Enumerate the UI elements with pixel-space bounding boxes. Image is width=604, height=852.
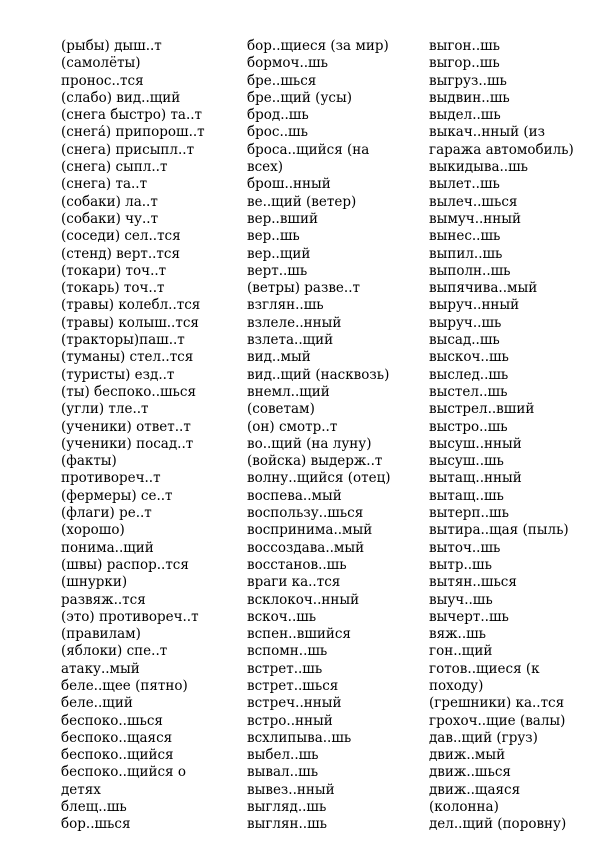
word-list-line: беле..щий bbox=[61, 695, 133, 712]
word-list-line: вымуч..нный bbox=[429, 210, 522, 227]
word-list-line: движ..щаяся bbox=[429, 781, 521, 798]
word-list-line: ве..щий (ветер) bbox=[247, 193, 357, 210]
word-list-line: вылет..шь bbox=[429, 176, 500, 193]
word-list-line: (снега) та..т bbox=[61, 176, 148, 193]
word-list-line: (самолёты) bbox=[61, 55, 141, 72]
word-list-line: верт..шь bbox=[247, 262, 308, 279]
word-list-column-3 bbox=[429, 38, 601, 834]
word-list-line: вытащ..шь bbox=[429, 487, 504, 504]
word-list-line: вынес..шь bbox=[429, 228, 501, 245]
word-list-line: выдвин..шь bbox=[429, 89, 510, 106]
word-list-line: взлеле..нный bbox=[247, 314, 342, 331]
word-list-line: выстел..шь bbox=[429, 383, 508, 400]
word-list-line: беспоко..шься bbox=[61, 712, 163, 729]
word-list-line: вскоч..шь bbox=[247, 608, 317, 625]
word-list-line: (рыбы) дыш..т bbox=[61, 38, 162, 54]
word-list-line: (он) смотр..т bbox=[247, 418, 338, 435]
word-list-line: (туристы) езд..т bbox=[61, 366, 175, 383]
word-list-line: встрет..шься bbox=[247, 677, 339, 694]
word-list-line: воссоздава..мый bbox=[247, 539, 365, 556]
word-list-line: (слабо) вид..щий bbox=[61, 89, 181, 106]
word-list-line: (туманы) стел..тся bbox=[61, 349, 194, 366]
word-list-line: брод..шь bbox=[247, 107, 309, 124]
word-list-line: взлета..щий bbox=[247, 332, 334, 349]
word-list-line: пронос..тся bbox=[61, 72, 144, 89]
word-list-line: (флаги) ре..т bbox=[61, 505, 152, 522]
word-list-line: вытерп..шь bbox=[429, 505, 509, 522]
word-list-line: бре..шься bbox=[247, 72, 317, 89]
word-list-line: (снега) присыпл..т bbox=[61, 141, 195, 158]
word-list-line: беспоко..щийся bbox=[61, 747, 174, 764]
word-list-line: вывез..нный bbox=[247, 781, 335, 798]
word-list-line: готов..щиеся (к bbox=[429, 660, 540, 677]
word-list-line: вспомн..шь bbox=[247, 643, 328, 660]
word-list-line: (хорошо) bbox=[61, 522, 125, 539]
word-list-line: выгон..шь bbox=[429, 38, 501, 54]
word-list-line: (ветры) разве..т bbox=[247, 280, 360, 297]
word-list-line: встреч..нный bbox=[247, 695, 342, 712]
word-list-line: (швы) распор..тся bbox=[61, 556, 189, 573]
word-list-line: всклокоч..нный bbox=[247, 591, 360, 608]
word-list-line: вспен..вшийся bbox=[247, 626, 351, 643]
word-list-line: вер..вший bbox=[247, 210, 318, 227]
word-list-line: дел..щий (поровну) bbox=[429, 816, 567, 833]
word-list-line: вытян..шься bbox=[429, 574, 517, 591]
word-list-line: воспева..мый bbox=[247, 487, 342, 504]
word-list-line: выуч..шь bbox=[429, 591, 493, 608]
word-list-line: выгор..шь bbox=[429, 55, 500, 72]
word-list-line: блещ..шь bbox=[61, 799, 127, 816]
word-list-line: выпил..шь bbox=[429, 245, 503, 262]
word-list-line: высад..шь bbox=[429, 332, 500, 349]
word-list-line: (собаки) ла..т bbox=[61, 193, 158, 210]
word-list-line: вер..щий bbox=[247, 245, 311, 262]
word-list-line: бор..щиеся (за мир) bbox=[247, 38, 389, 54]
word-list-line: встро..нный bbox=[247, 712, 333, 729]
word-list-line: выгруз..шь bbox=[429, 72, 507, 89]
word-list-line: (это) противореч..т bbox=[61, 608, 199, 625]
word-list-line: выстрел..вший bbox=[429, 401, 535, 418]
word-list-line: (тракторы)паш..т bbox=[61, 332, 185, 349]
word-list-line: выстро..шь bbox=[429, 418, 508, 435]
word-list-line: выглян..шь bbox=[247, 816, 327, 833]
word-list-line: вид..щий (насквозь) bbox=[247, 366, 390, 383]
word-list-line: броса..щийся (на bbox=[247, 141, 370, 158]
word-list-line: выпячива..мый bbox=[429, 280, 538, 297]
word-list-line: восстанов..шь bbox=[247, 556, 347, 573]
word-list-line: выруч..нный bbox=[429, 297, 520, 314]
word-list-line: (фермеры) се..т bbox=[61, 487, 173, 504]
word-list-line: (собаки) чу..т bbox=[61, 210, 159, 227]
word-list-line: (советам) bbox=[247, 401, 315, 418]
word-list-line: (соседи) сел..тся bbox=[61, 228, 181, 245]
word-list-line: враги ка..тся bbox=[247, 574, 341, 591]
word-list-line: (факты) bbox=[61, 453, 117, 470]
word-list-line: вылеч..шься bbox=[429, 193, 518, 210]
word-list-line: детях bbox=[61, 781, 101, 798]
word-list-line: выкач..нный (из bbox=[429, 124, 545, 141]
word-list-line: (угли) тле..т bbox=[61, 401, 149, 418]
word-list-line: (правилам) bbox=[61, 626, 141, 643]
word-list-line: бормоч..шь bbox=[247, 55, 328, 72]
word-list-column-2 bbox=[247, 38, 427, 834]
word-list-line: волну..щийся (отец) bbox=[247, 470, 391, 487]
word-list-line: вычерт..шь bbox=[429, 608, 509, 625]
word-list-line: беспоко..щаяся bbox=[61, 729, 173, 746]
word-list-line: выруч..шь bbox=[429, 314, 502, 331]
word-list-line: грохоч..щие (валы) bbox=[429, 712, 566, 729]
word-list-line: выбел..шь bbox=[247, 747, 319, 764]
word-list-line: брош..нный bbox=[247, 176, 331, 193]
word-list-line: вяж..шь bbox=[429, 626, 487, 643]
word-list-line: беле..щее (пятно) bbox=[61, 677, 188, 694]
word-list-line: развяж..тся bbox=[61, 591, 146, 608]
word-list-column-1 bbox=[61, 38, 245, 834]
word-list-line: движ..шься bbox=[429, 764, 511, 781]
word-list-line: брос..шь bbox=[247, 124, 308, 141]
word-list-line: (ты) беспоко..шься bbox=[61, 383, 196, 400]
word-list-line: вид..мый bbox=[247, 349, 311, 366]
word-list-line: (грешники) ка..тся bbox=[429, 695, 565, 712]
word-list-line: бор..шься bbox=[61, 816, 131, 833]
word-list-line: высуш..шь bbox=[429, 453, 504, 470]
word-list-line: (токарь) точ..т bbox=[61, 280, 165, 297]
word-list-line: (стенд) верт..тся bbox=[61, 245, 180, 262]
word-list-line: всхлипыва..шь bbox=[247, 729, 352, 746]
word-list-line: всех) bbox=[247, 159, 284, 176]
word-list-line: гаража автомобиль) bbox=[429, 141, 574, 158]
word-list-line: вывал..шь bbox=[247, 764, 319, 781]
word-list-line: встрет..шь bbox=[247, 660, 323, 677]
word-list-line: (колонна) bbox=[429, 799, 499, 816]
word-list-line: вытира..щая (пыль) bbox=[429, 522, 569, 539]
word-list-line: походу) bbox=[429, 677, 484, 694]
word-list-line: воспринима..мый bbox=[247, 522, 373, 539]
word-list-line: выслед..шь bbox=[429, 366, 509, 383]
word-list-line: беспоко..щийся о bbox=[61, 764, 186, 781]
word-list-line: (шнурки) bbox=[61, 574, 128, 591]
word-list-line: (ученики) посад..т bbox=[61, 435, 194, 452]
word-list-line: (ученики) ответ..т bbox=[61, 418, 191, 435]
word-list-line: выскоч..шь bbox=[429, 349, 509, 366]
word-list-line: атаку..мый bbox=[61, 660, 140, 677]
word-list-line: (войска) выдерж..т bbox=[247, 453, 383, 470]
word-list-line: высуш..нный bbox=[429, 435, 522, 452]
word-list-line: (травы) колыш..тся bbox=[61, 314, 199, 331]
word-list-line: (травы) колебл..тся bbox=[61, 297, 201, 314]
word-list-line: выгляд..шь bbox=[247, 799, 327, 816]
word-list-line: гон..щий bbox=[429, 643, 493, 660]
word-list-line: внемл..щий bbox=[247, 383, 330, 400]
word-list-line: (снега) сыпл..т bbox=[61, 159, 168, 176]
word-list-line: (снега быстро) та..т bbox=[61, 107, 203, 124]
word-list-line: понима..щий bbox=[61, 539, 154, 556]
word-list-line: выточ..шь bbox=[429, 539, 501, 556]
word-list-line: (снега́) припорош..т bbox=[61, 124, 205, 141]
word-list-line: (токари) точ..т bbox=[61, 262, 167, 279]
word-list-line: взглян..шь bbox=[247, 297, 324, 314]
word-list-line: вер..шь bbox=[247, 228, 300, 245]
word-list-line: противореч..т bbox=[61, 470, 161, 487]
word-list-line: вытащ..нный bbox=[429, 470, 522, 487]
word-list-line: воспользу..шься bbox=[247, 505, 364, 522]
word-list-line: вытр..шь bbox=[429, 556, 492, 573]
word-list-line: бре..щий (усы) bbox=[247, 89, 352, 106]
word-list-line: дав..щий (груз) bbox=[429, 729, 538, 746]
word-list-line: выкидыва..шь bbox=[429, 159, 528, 176]
word-list-line: во..щий (на луну) bbox=[247, 435, 372, 452]
word-list-line: выдел..шь bbox=[429, 107, 501, 124]
word-list-line: движ..мый bbox=[429, 747, 506, 764]
word-list-line: выполн..шь bbox=[429, 262, 511, 279]
word-list-line: (яблоки) спе..т bbox=[61, 643, 168, 660]
